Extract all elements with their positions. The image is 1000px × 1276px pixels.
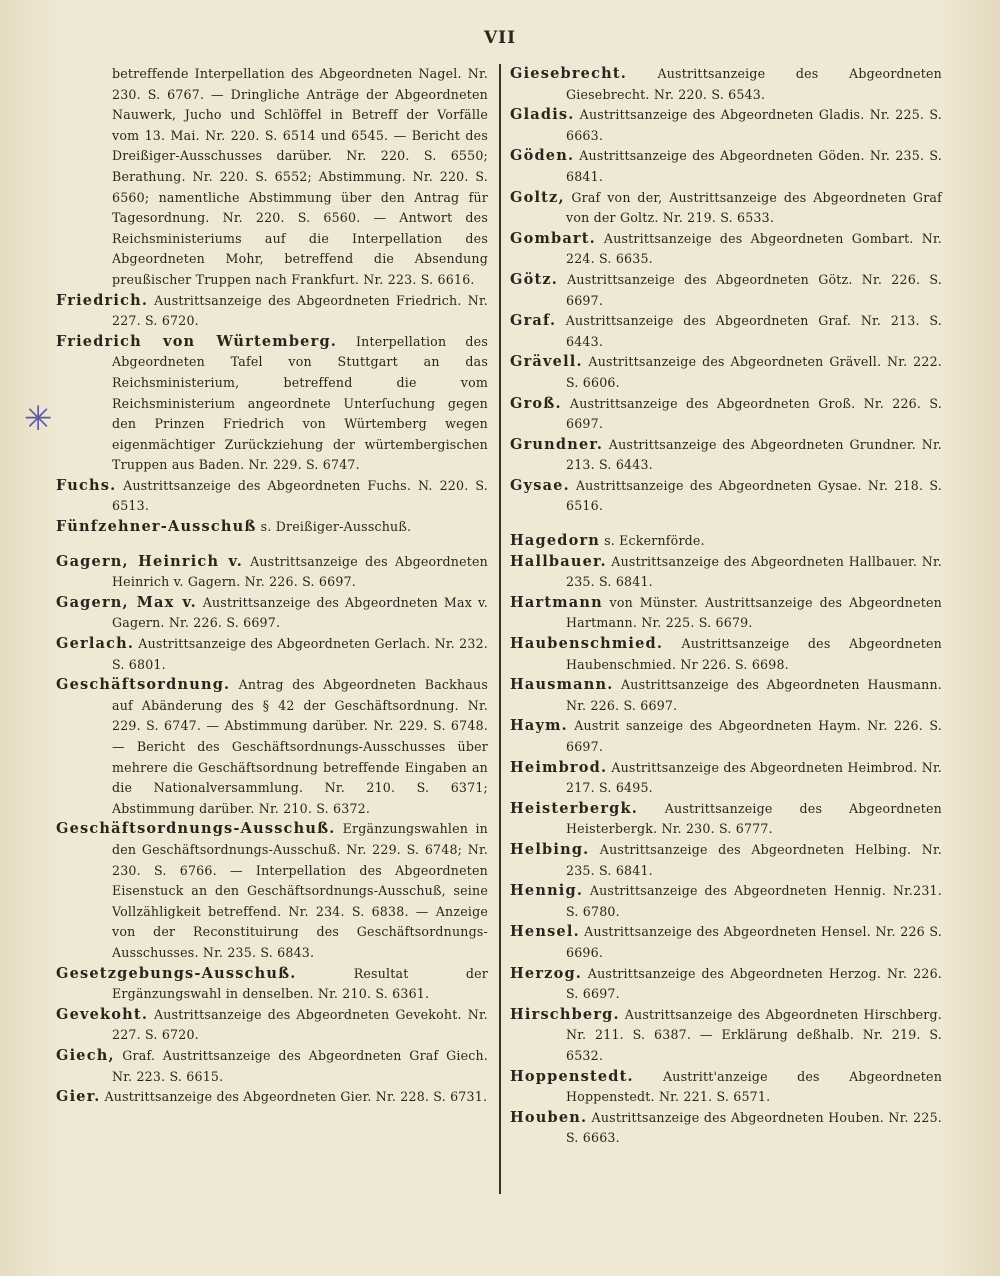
index-entry [510, 634, 942, 675]
section-gap [56, 538, 488, 552]
index-entry [56, 64, 488, 291]
entry-heading: Groß. [510, 394, 562, 412]
entry-heading: Goltz, [510, 188, 565, 206]
entry-heading: Grävell. [510, 353, 583, 371]
entry-text: Austrittsanzeige des Abgeordneten Hallbauer. Nr. 235. S. 6841. [566, 553, 942, 590]
entry-heading: Geschäftsordnung. [56, 676, 231, 694]
entry-heading: Friedrich. [56, 291, 149, 309]
entry-text: Austritt'anzeige des Abgeordneten Hoppenstedt. Nr. 221. S. 6571. [566, 1068, 942, 1105]
index-entry [56, 593, 488, 634]
entry-text: s. Eckernförde. [604, 533, 705, 549]
entry-text: Austrittsanzeige des Abgeordneten Gladis. Nr. 225. S. 6663. [566, 107, 942, 143]
entry-heading: Göden. [510, 147, 575, 165]
index-entry [510, 394, 942, 435]
index-entry [510, 352, 942, 393]
index-entry [510, 922, 942, 963]
entry-heading: Hartmann [510, 593, 603, 611]
entry-heading: Gysae. [510, 476, 570, 494]
entry-heading: Giech, [56, 1046, 115, 1064]
index-entry [56, 675, 488, 819]
entry-text: Austrittsanzeige des Abgeordneten Grundner. Nr. 213. S. 6443. [566, 436, 942, 473]
index-entry [56, 634, 488, 675]
entry-heading: Heimbrod. [510, 758, 608, 776]
index-entry [510, 270, 942, 311]
entry-text: Ergänzungswahlen in den Geschäftsordnungs-Ausschuß. Nr. 229. S. 6748; Nr. 230. S. 6766. — Interpellation des Abgeordneten Eisenstuck an den Geschäftsordnungs-Ausschuß, seine Vollzähligkeit betreffend. Nr. 234. S. 6838. — Anzeige von der Reconstituirung des Geschäftsordnungs-Ausschusses. Nr. 235. S. 6843. [112, 821, 488, 960]
entry-heading: Friedrich von Würtemberg. [56, 332, 338, 350]
page-number: VII [483, 28, 517, 48]
entry-text: Austrittsanzeige des Abgeordneten Gier. Nr. 228. S. 6731. [104, 1089, 488, 1105]
entry-heading: Hoppenstedt. [510, 1067, 634, 1085]
entry-text: s. Dreißiger-Ausschuß. [260, 519, 412, 535]
index-entry [56, 552, 488, 593]
left-column [56, 64, 488, 1108]
index-entry [510, 64, 942, 105]
entry-text: Austrittsanzeige des Abgeordneten Fuchs. N. 220. S. 6513. [112, 477, 488, 514]
section-gap [510, 517, 942, 531]
index-entry [56, 1087, 488, 1108]
entry-text: Austrittsanzeige des Abgeordneten Heisterbergk. Nr. 230. S. 6777. [566, 800, 942, 837]
entry-text: Austrittsanzeige des Abgeordneten Houben. Nr. 225. S. 6663. [566, 1109, 942, 1146]
entry-text: Austrittsanzeige des Abgeordneten Haubenschmied. Nr 226. S. 6698. [566, 636, 942, 672]
entry-text: Austrittsanzeige des Abgeordneten Giesebrecht. Nr. 220. S. 6543. [566, 66, 942, 102]
entry-text: Austrittsanzeige des Abgeordneten Grävell. Nr. 222. S. 6606. [566, 354, 942, 390]
index-entry [510, 229, 942, 270]
entry-text: Austrittsanzeige des Abgeordneten Gevekoht. Nr. 227. S. 6720. [112, 1006, 488, 1043]
entry-heading: Gerlach. [56, 635, 135, 653]
entry-heading: Fuchs. [56, 476, 117, 494]
entry-text: von Münster. Austrittsanzeige des Abgeordneten Hartmann. Nr. 225. S. 6679. [566, 594, 942, 631]
index-entry [510, 105, 942, 146]
entry-text: Austrittsanzeige des Abgeordneten Groß. Nr. 226. S. 6697. [566, 395, 942, 432]
index-entry [510, 799, 942, 840]
entry-heading: Helbing. [510, 840, 590, 858]
entry-text: Resultat der Ergänzungswahl in denselben. Nr. 210. S. 6361. [112, 965, 488, 1002]
entry-text: Austrittsanzeige des Abgeordneten Friedrich. Nr. 227. S. 6720. [112, 292, 488, 329]
entry-heading: Gevekoht. [56, 1005, 149, 1023]
index-entry [510, 552, 942, 593]
entry-heading: Hausmann. [510, 676, 614, 694]
margin-asterisk-mark: ✳ [24, 399, 53, 439]
index-entry [56, 1005, 488, 1046]
entry-heading: Houben. [510, 1108, 588, 1126]
entry-heading: Heisterbergk. [510, 799, 638, 817]
index-entry [56, 332, 488, 476]
entry-text: Austrittsanzeige des Abgeordneten Hausmann. Nr. 226. S. 6697. [566, 677, 942, 713]
right-column [510, 64, 942, 1149]
entry-text: Austrittsanzeige des Abgeordneten Hennig. Nr.231. S. 6780. [566, 883, 942, 919]
entry-text: Austrittsanzeige des Abgeordneten Max v. Gagern. Nr. 226. S. 6697. [112, 594, 488, 631]
entry-text: Austrittsanzeige des Abgeordneten Gerlach. Nr. 232. S. 6801. [112, 636, 489, 672]
entry-heading: Götz. [510, 270, 559, 288]
index-entry [510, 188, 942, 229]
index-entry [56, 476, 488, 517]
entry-heading: Hennig. [510, 882, 584, 900]
index-entry [510, 716, 942, 757]
index-entry [510, 435, 942, 476]
index-entry [510, 964, 942, 1005]
index-entry [56, 1046, 488, 1087]
index-entry [510, 593, 942, 634]
entry-heading: Gladis. [510, 106, 575, 124]
index-entry [510, 758, 942, 799]
entry-text: Austrittsanzeige des Abgeordneten Gysae. Nr. 218. S. 6516. [566, 477, 942, 514]
entry-heading: Grundner. [510, 435, 604, 453]
index-entry [510, 531, 942, 552]
entry-heading: Hagedorn [510, 532, 601, 550]
entry-heading: Gagern, Max v. [56, 593, 197, 611]
entry-text: Austrittsanzeige des Abgeordneten Graf. Nr. 213. S. 6443. [565, 313, 942, 349]
entry-heading: Gier. [56, 1088, 101, 1106]
entry-heading: Giesebrecht. [510, 65, 628, 82]
entry-heading: Haubenschmied. [510, 635, 664, 653]
entry-text: Austrittsanzeige des Abgeordneten Helbing. Nr. 235. S. 6841. [566, 841, 942, 878]
index-entry [510, 311, 942, 352]
entry-text: Austrittsanzeige des Abgeordneten Herzog. Nr. 226. S. 6697. [566, 965, 942, 1002]
entry-heading: Hallbauer. [510, 552, 607, 570]
entry-heading: Hirschberg. [510, 1005, 620, 1023]
entry-text: Austrittsanzeige des Abgeordneten Göden. Nr. 235. S. 6841. [566, 148, 942, 184]
entry-heading: Gesetzgebungs-Ausschuß. [56, 964, 297, 982]
entry-text: Austrit sanzeige des Abgeordneten Haym. Nr. 226. S. 6697. [566, 718, 942, 754]
entry-text: betreffende Interpellation des Abgeordneten Nagel. Nr. 230. S. 6767. — Dringliche Anträge der Abgeordneten Nauwerk, Jucho und Schlöffel in Betreff der Vorfälle vom 13. Mai. Nr. 220. S. 6514 und 6545. — Bericht des Dreißiger-Ausschusses darüber. Nr. 220. S. 6550; Berathung. Nr. 220. S. 6552; Abstimmung. Nr. 220. S. 6560; namentliche Abstimmung über den Antrag für Tagesordnung. Nr. 220. S. 6560. — Antwort des Reichsministeriums auf die Interpellation des Abgeordneten Mohr, betreffend die Absendung preußischer Truppen nach Frankfurt. Nr. 223. S. 6616. [112, 66, 488, 287]
index-entry [56, 819, 488, 963]
index-entry [510, 840, 942, 881]
entry-text: Austrittsanzeige des Abgeordneten Hensel. Nr. 226 S. 6696. [566, 924, 942, 960]
entry-heading: Geschäftsordnungs-Ausschuß. [56, 820, 336, 838]
entry-text: Graf von der, Austrittsanzeige des Abgeordneten Graf von der Goltz. Nr. 219. S. 6533. [566, 189, 942, 226]
index-entry [56, 964, 488, 1005]
entry-text: Austrittsanzeige des Abgeordneten Hirschberg. Nr. 211. S. 6387. — Erklärung deßhalb. Nr. 219. S. 6532. [566, 1006, 942, 1063]
entry-text: Austrittsanzeige des Abgeordneten Heinrich v. Gagern. Nr. 226. S. 6697. [112, 553, 488, 590]
entry-heading: Hensel. [510, 923, 580, 941]
entry-text: Antrag des Abgeordneten Backhaus auf Abänderung des § 42 der Geschäftsordnung. Nr. 229. S. 6747. — Abstimmung darüber. Nr. 229. S. 6748. — Bericht des Geschäftsordnungs-Ausschusses über mehrere die Geschäftsordnung betreffende Eingaben an die Nationalversammlung. Nr. 210. S. 6371; Abstimmung darüber. Nr. 210. S. 6372. [112, 677, 488, 816]
entry-heading: Gombart. [510, 229, 596, 247]
index-entry [510, 1108, 942, 1149]
entry-heading: Haym. [510, 717, 568, 735]
entry-heading: Gagern, Heinrich v. [56, 552, 243, 570]
index-entry [56, 517, 488, 538]
entry-heading: Graf. [510, 312, 557, 330]
index-entry [510, 1067, 942, 1108]
index-entry [510, 1005, 942, 1067]
entry-text: Graf. Austrittsanzeige des Abgeordneten Graf Giech. Nr. 223. S. 6615. [112, 1047, 488, 1084]
entry-text: Interpellation des Abgeordneten Tafel von Stuttgart an das Reichsministerium, betreffend die vom Reichsministerium angeordnete Unterſuchung gegen den Prinzen Friedrich von Würtemberg wegen eigenmächtiger Zurückziehung der würtembergischen Truppen aus Baden. Nr. 229. S. 6747. [112, 333, 488, 473]
index-entry [56, 291, 488, 332]
entry-text: Austrittsanzeige des Abgeordneten Heimbrod. Nr. 217. S. 6495. [566, 759, 942, 796]
column-divider [499, 64, 501, 1194]
index-entry [510, 675, 942, 716]
entry-text: Austrittsanzeige des Abgeordneten Götz. Nr. 226. S. 6697. [566, 271, 942, 308]
index-entry [510, 476, 942, 517]
entry-heading: Herzog. [510, 964, 583, 982]
index-entry [510, 881, 942, 922]
index-entry [510, 146, 942, 187]
entry-text: Austrittsanzeige des Abgeordneten Gombart. Nr. 224. S. 6635. [566, 230, 942, 267]
entry-heading: Fünfzehner-Ausschuß [56, 518, 257, 536]
